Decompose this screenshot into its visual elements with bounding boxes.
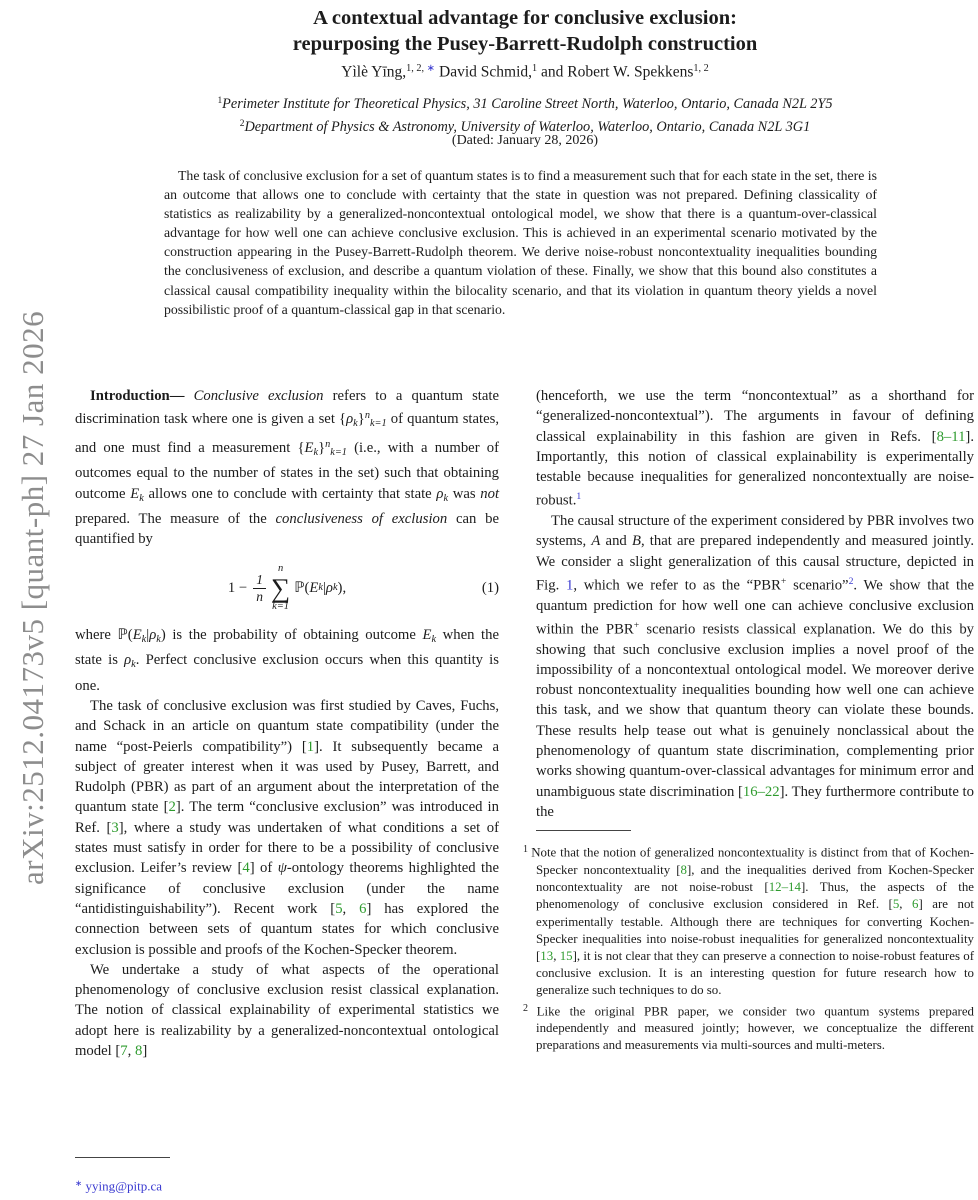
citation-link[interactable]: 8 bbox=[134, 1042, 143, 1059]
authors-line bbox=[75, 63, 975, 82]
text-run: Perimeter Institute for Theoretical Physics, 31 Caroline Street North, Waterloo, Ontario, Canada N2L 2Y5 bbox=[222, 96, 833, 113]
email-footnote[interactable] bbox=[75, 1178, 499, 1195]
text-run bbox=[184, 388, 193, 404]
text-run: , that are prepared independently and measured jointly. We consider a slight generalization of this causal structure, depicted in Fig. bbox=[536, 533, 974, 594]
text-run: Note that the notion of generalized noncontextuality is distinct from that of Kochen-Specker noncontextuality [ bbox=[531, 845, 974, 877]
text-run: refers to a quantum state discrimination task where one is given a set { bbox=[75, 388, 500, 428]
text-run: k bbox=[131, 659, 136, 671]
text-run: } bbox=[318, 439, 326, 456]
citation-link[interactable]: 15 bbox=[559, 948, 573, 963]
text-run: (i.e., with a number of outcomes equal to the number of states in the set) such that obtaining outcome bbox=[75, 439, 499, 502]
footnote-2 bbox=[523, 1000, 974, 1055]
text-run: not bbox=[480, 485, 500, 502]
citation-link[interactable]: 5 bbox=[335, 900, 343, 917]
text-run: ) is the probability of obtaining outcome bbox=[160, 626, 423, 643]
paragraph-causal-structure bbox=[536, 511, 974, 822]
text-run: E bbox=[130, 485, 140, 502]
text-run: , bbox=[127, 1042, 135, 1059]
text-run: ]. They furthermore contribute to the bbox=[536, 783, 974, 820]
text-run: ] are not experimentally testable. Although there are techniques for converting Kochen-Specker inequalities into noise-robust inequalities for generalized noncontextuality [ bbox=[536, 897, 974, 963]
text-run: ]. The term “conclusive exclusion” was introduced in Ref. [ bbox=[75, 799, 499, 836]
text-run: where ℙ( bbox=[75, 626, 133, 643]
variable-E: E bbox=[309, 580, 319, 597]
citation-link[interactable]: 13 bbox=[540, 948, 554, 963]
footnote-rule bbox=[536, 830, 631, 831]
left-column bbox=[75, 386, 499, 1061]
text-run: B bbox=[631, 533, 641, 550]
text-run: 1, 2, bbox=[406, 63, 427, 74]
text-run: ], where a study was undertaken of what conditions a set of states must satisfy in order for there to be a possibility of conclusive exclusion. Leifer’s review [ bbox=[75, 819, 499, 877]
text-run: ρ bbox=[124, 652, 132, 669]
text-run: ] has explored the connection between sets of quantum states for which conclusive exclusion is possible and proofs of the Kochen-Specker theorem. bbox=[75, 900, 499, 958]
variable-rho: ρ bbox=[325, 580, 333, 597]
text-run: Conclusive exclusion bbox=[193, 388, 324, 404]
text-run: when the state is bbox=[75, 626, 500, 669]
paper-title-line2: repurposing the Pusey-Barrett-Rudolph construction bbox=[292, 33, 758, 55]
text-run: Like the original PBR paper, we consider two quantum systems prepared independently and measured jointly; however, we conceptualize the different preparations and measurements via multi-sources and multi-meters. bbox=[536, 1004, 974, 1053]
text-run: 1, 2 bbox=[693, 63, 709, 74]
text-run: and Robert W. Spekkens bbox=[537, 63, 694, 81]
sum-lower-limit: k=1 bbox=[272, 601, 290, 613]
citation-link[interactable]: 5 bbox=[892, 897, 900, 912]
text-run: ], and the inequalities derived from Kochen-Specker noncontextuality are not noise-robust [ bbox=[536, 862, 975, 895]
text-run: ψ bbox=[277, 860, 287, 877]
citation-link[interactable]: 6 bbox=[359, 900, 367, 917]
text-run: Yìlè Yīng, bbox=[341, 63, 407, 81]
text-run: k bbox=[139, 492, 144, 504]
text-run: Introduction— bbox=[90, 388, 185, 404]
text-run: ]. Importantly, this notion of classical explainability is experimentally testable because inequalities for generalized noncontextually are noise-robust. bbox=[536, 428, 974, 509]
citation-link[interactable]: 4 bbox=[242, 860, 250, 877]
closing-paren: ), bbox=[337, 580, 347, 597]
text-run: ] bbox=[142, 1042, 148, 1059]
text-run: , bbox=[899, 897, 913, 912]
paper-title-line1: A contextual advantage for conclusive exclusion: bbox=[313, 7, 737, 29]
text-run: k bbox=[431, 633, 437, 645]
text-run: and bbox=[600, 533, 632, 550]
equation-number: (1) bbox=[481, 580, 499, 597]
fraction-denominator: n bbox=[253, 588, 266, 605]
hyperlink[interactable]: 1 bbox=[566, 577, 574, 594]
citation-link[interactable]: 12–14 bbox=[768, 880, 801, 895]
text-run: We undertake a study of what aspects of the operational phenomenology of conclusive exclusion resist classical explanation. The notion of classical explainability of experimental statistics we adopt here is realizability by a generalized-noncontextual ontological model [ bbox=[75, 961, 499, 1059]
text-run: 2 bbox=[239, 118, 245, 129]
text-run: k bbox=[353, 418, 358, 430]
citation-link[interactable]: 6 bbox=[912, 897, 919, 912]
affiliations bbox=[75, 92, 975, 137]
text-run: ρ bbox=[346, 411, 354, 428]
paragraph-introduction bbox=[75, 386, 499, 550]
citation-link[interactable]: 16–22 bbox=[742, 783, 780, 800]
text-run: 1 bbox=[532, 63, 538, 74]
text-run: 2 bbox=[523, 1002, 537, 1014]
text-run: scenario” bbox=[786, 577, 849, 594]
sum-upper-limit: n bbox=[277, 562, 284, 574]
text-run: ρ bbox=[149, 626, 157, 643]
text-run: k=1 bbox=[369, 418, 387, 430]
text-run: . Perfect conclusive exclusion occurs when this quantity is one. bbox=[75, 652, 499, 694]
text-run: k bbox=[141, 633, 147, 645]
conditional-bar: | bbox=[322, 580, 326, 597]
text-run: ], it is not clear that they can preserve a connection to noise-robust features of conclusive exclusion. It is an interesting question for future research how to generalize such techniques to do so. bbox=[536, 948, 974, 998]
text-run: of quantum states, and one must find a measurement { bbox=[75, 411, 499, 456]
text-run: was bbox=[448, 485, 481, 502]
citation-link[interactable]: 8 bbox=[680, 862, 687, 877]
text-run: ] of bbox=[249, 860, 278, 877]
right-column bbox=[523, 386, 975, 1055]
hyperlink[interactable]: ∗ bbox=[426, 63, 436, 74]
text-run: can be quantified by bbox=[75, 511, 499, 548]
sum-symbol: ∑ bbox=[270, 573, 291, 604]
text-run: E bbox=[422, 626, 432, 643]
subscript-k: k bbox=[318, 582, 323, 594]
summation bbox=[271, 564, 290, 613]
paragraph-henceforth bbox=[536, 386, 974, 511]
probability-symbol: ℙ( bbox=[294, 580, 310, 597]
text-run: The causal structure of the experiment considered by PBR involves two systems, bbox=[536, 513, 974, 550]
text-run: n bbox=[325, 438, 331, 450]
text-run: k bbox=[443, 492, 449, 504]
arxiv-stamp: arXiv:2512.04173v5 [quant-ph] 27 Jan 2026 bbox=[15, 310, 50, 886]
text-run: , bbox=[342, 900, 360, 917]
text-run: + bbox=[633, 619, 640, 631]
text-run: scenario resists classical explanation. We do this by showing that such conclusive exclusion implies a novel proof of the impossibility of a noncontextual ontological model. We moreover derive robust noncontextuality inequalities bounding how well one can achieve this task, and we show that quantum theory can violate these bounds. These results help tease out what is genuinely nonclassical about the phenomenology of quantum state discrimination, complementing prior works showing quantum-over-classical advantages for minimum error and unambiguous state discrimination [ bbox=[536, 621, 975, 800]
text-run: 1 bbox=[217, 96, 223, 106]
text-run: | bbox=[146, 626, 150, 643]
citation-link[interactable]: 3 bbox=[111, 819, 119, 836]
text-run: A bbox=[591, 533, 601, 550]
text-run: Department of Physics & Astronomy, University of Waterloo, Waterloo, Ontario, Canada N2L 3G1 bbox=[244, 118, 811, 135]
hyperlink[interactable]: 1 bbox=[576, 491, 582, 503]
equation-1 bbox=[75, 564, 499, 613]
equation-math bbox=[228, 564, 346, 613]
paragraph-history bbox=[75, 696, 499, 960]
text-run: David Schmid, bbox=[435, 63, 533, 81]
text-run: ]. Thus, the aspects of the phenomenology of conclusive exclusion considered in Ref. [ bbox=[536, 880, 975, 912]
text-run: allows one to conclude with certainty that state bbox=[143, 485, 437, 502]
citation-link[interactable]: 7 bbox=[120, 1042, 128, 1059]
footnote-rule bbox=[75, 1157, 170, 1158]
text-run: k bbox=[156, 633, 161, 645]
text-run: The task of conclusive exclusion was first studied by Caves, Fuchs, and Schack in an article on quantum state compatibility (under the name “post-Peierls compatibility”) [ bbox=[75, 697, 499, 755]
hyperlink[interactable]: ∗ bbox=[75, 1178, 83, 1188]
text-run: . We show that the quantum prediction for how well one can achieve conclusive exclusion within the PBR bbox=[536, 577, 974, 638]
paper-title bbox=[75, 5, 975, 57]
text-run: } bbox=[357, 411, 365, 428]
text-run: -ontology theorems highlighted the significance of conclusive exclusion (under the name “antidistinguishability”). Recent work [ bbox=[75, 860, 499, 917]
text-run: E bbox=[304, 439, 314, 456]
text-run: k=1 bbox=[330, 447, 347, 459]
hyperlink[interactable]: 2 bbox=[848, 576, 854, 587]
fraction-numerator: 1 bbox=[256, 572, 263, 588]
paragraph-where bbox=[75, 625, 499, 696]
left-footnote-area bbox=[75, 1149, 499, 1195]
text-run: n bbox=[364, 410, 370, 422]
text-run: 1 bbox=[523, 844, 532, 856]
paragraph-study bbox=[75, 960, 499, 1061]
date-line: (Dated: January 28, 2026) bbox=[451, 133, 599, 148]
text-run: + bbox=[780, 576, 787, 587]
text-run: conclusiveness of exclusion bbox=[275, 511, 448, 527]
text-run: ρ bbox=[436, 485, 444, 502]
footnotes bbox=[523, 841, 975, 1054]
hyperlink[interactable]: yying@pitp.ca bbox=[85, 1178, 163, 1194]
text-run: ]. It subsequently became a subject of greater interest when it was used by Pusey, Barrett, and Rudolph (PBR) as part of an argument about the interpretation of the quantum state [ bbox=[75, 738, 499, 816]
citation-link[interactable]: 8–11 bbox=[936, 428, 966, 445]
citation-link[interactable]: 2 bbox=[168, 799, 176, 816]
footnote-1 bbox=[523, 841, 975, 999]
abstract: The task of conclusive exclusion for a set of quantum states is to find a measurement such that for each state in the set, there is an outcome that allows one to conclude with certainty that the state in question was not prepared. Defining classicality of statistics as realizability by a generalized-noncontextual ontological model, we show that there is a quantum-over-classical advantage for how well one can achieve conclusive exclusion. This is achieved in an experimental scenario motivated by the construction appearing in the Pusey-Barrett-Rudolph theorem. We derive noise-robust noncontextuality inequalities bounding the conclusiveness of exclusion, and describe a quantum violation of these. Finally, we show that this bound also constitutes a classical causal compatibility inequality within the bilocality scenario, and that its violation in quantum theory yields a novel possibilistic proof of a quantum-classical gap in that scenario. bbox=[164, 168, 877, 317]
fraction bbox=[253, 572, 266, 604]
citation-link[interactable]: 1 bbox=[306, 738, 315, 755]
text-run: E bbox=[132, 626, 142, 643]
equation-prefix: 1 − bbox=[227, 580, 248, 597]
text-run: , bbox=[553, 948, 560, 963]
subscript-k: k bbox=[332, 582, 338, 594]
text-run: (henceforth, we use the term “noncontextual” as a shorthand for “generalized-noncontextual”). The arguments in favour of defining classical explainability in this fashion are given in Refs. [ bbox=[536, 388, 974, 445]
affiliation-1 bbox=[75, 92, 975, 115]
text-run: k bbox=[313, 447, 319, 459]
text-run: prepared. The measure of the bbox=[75, 511, 276, 527]
text-run: , which we refer to as the “PBR bbox=[573, 577, 781, 594]
